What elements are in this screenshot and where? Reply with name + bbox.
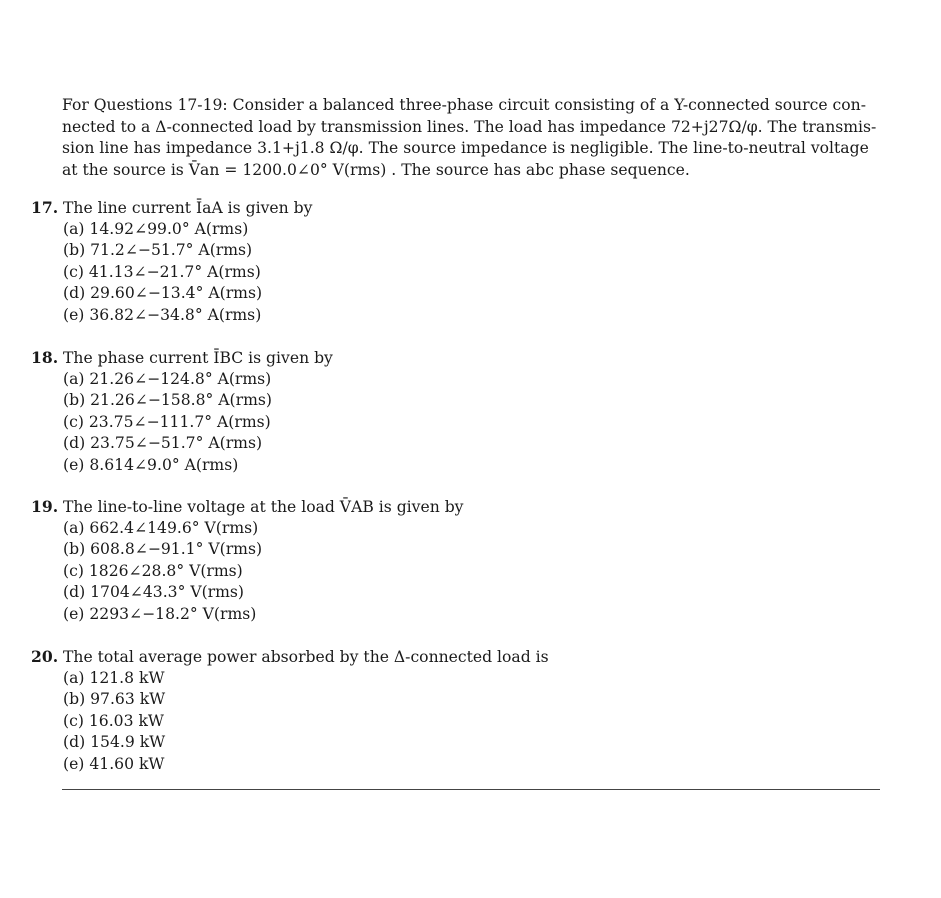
intro-line: For Questions 17-19: Consider a balanced three-phase circuit consisting of a Y-connected source con- xyxy=(62,96,866,114)
answer-option: (d) 29.60∠−13.4° A(rms) xyxy=(63,284,263,303)
answer-option: (a) 662.4∠149.6° V(rms) xyxy=(63,518,259,537)
question-20 xyxy=(31,646,891,775)
answer-option: (a) 121.8 kW xyxy=(63,668,165,687)
question-17 xyxy=(31,197,891,326)
answer-option: (e) 41.60 kW xyxy=(63,754,165,773)
answer-option: (b) 608.8∠−91.1° V(rms) xyxy=(63,540,263,559)
answer-option: (d) 1704∠43.3° V(rms) xyxy=(63,583,245,602)
answer-option: (e) 36.82∠−34.8° A(rms) xyxy=(63,305,262,324)
question-number: 19. xyxy=(31,497,59,516)
answer-option: (c) 16.03 kW xyxy=(63,711,164,730)
question-text: The line-to-line voltage at the load V̄AB is given by xyxy=(63,498,464,516)
intro-paragraph xyxy=(62,95,882,181)
question-text: The line current ĪaA is given by xyxy=(63,199,313,217)
answer-option: (b) 97.63 kW xyxy=(63,690,166,709)
answer-option: (c) 41.13∠−21.7° A(rms) xyxy=(63,262,261,281)
question-text: The phase current ĪBC is given by xyxy=(63,349,333,367)
bottom-divider xyxy=(62,789,880,790)
answer-option: (a) 14.92∠99.0° A(rms) xyxy=(63,219,249,238)
answer-option: (c) 1826∠28.8° V(rms) xyxy=(63,561,243,580)
answer-option: (b) 21.26∠−158.8° A(rms) xyxy=(63,391,272,410)
answer-option: (c) 23.75∠−111.7° A(rms) xyxy=(63,412,271,431)
question-text: The total average power absorbed by the Δ-connected load is xyxy=(63,648,549,666)
question-stem xyxy=(31,347,891,369)
intro-line: at the source is V̄an = 1200.0∠0° V(rms) . The source has abc phase sequence. xyxy=(62,160,690,179)
answer-option: (b) 71.2∠−51.7° A(rms) xyxy=(63,241,253,260)
question-18 xyxy=(31,347,891,476)
question-stem xyxy=(31,646,891,668)
answer-option: (d) 23.75∠−51.7° A(rms) xyxy=(63,434,263,453)
question-19 xyxy=(31,496,891,625)
answer-option: (a) 21.26∠−124.8° A(rms) xyxy=(63,369,272,388)
question-number: 20. xyxy=(31,647,59,666)
answer-option: (d) 154.9 kW xyxy=(63,733,166,752)
question-number: 18. xyxy=(31,348,59,367)
answer-option: (e) 2293∠−18.2° V(rms) xyxy=(63,604,257,623)
intro-line: sion line has impedance 3.1+j1.8 Ω/φ. The source impedance is negligible. The line-to-neutral voltage xyxy=(62,139,869,157)
question-number: 17. xyxy=(31,198,59,217)
question-stem xyxy=(31,197,891,219)
answer-option: (e) 8.614∠9.0° A(rms) xyxy=(63,455,239,474)
intro-line: nected to a Δ-connected load by transmission lines. The load has impedance 72+j27Ω/φ. The transmis- xyxy=(62,117,877,136)
question-stem xyxy=(31,496,891,518)
